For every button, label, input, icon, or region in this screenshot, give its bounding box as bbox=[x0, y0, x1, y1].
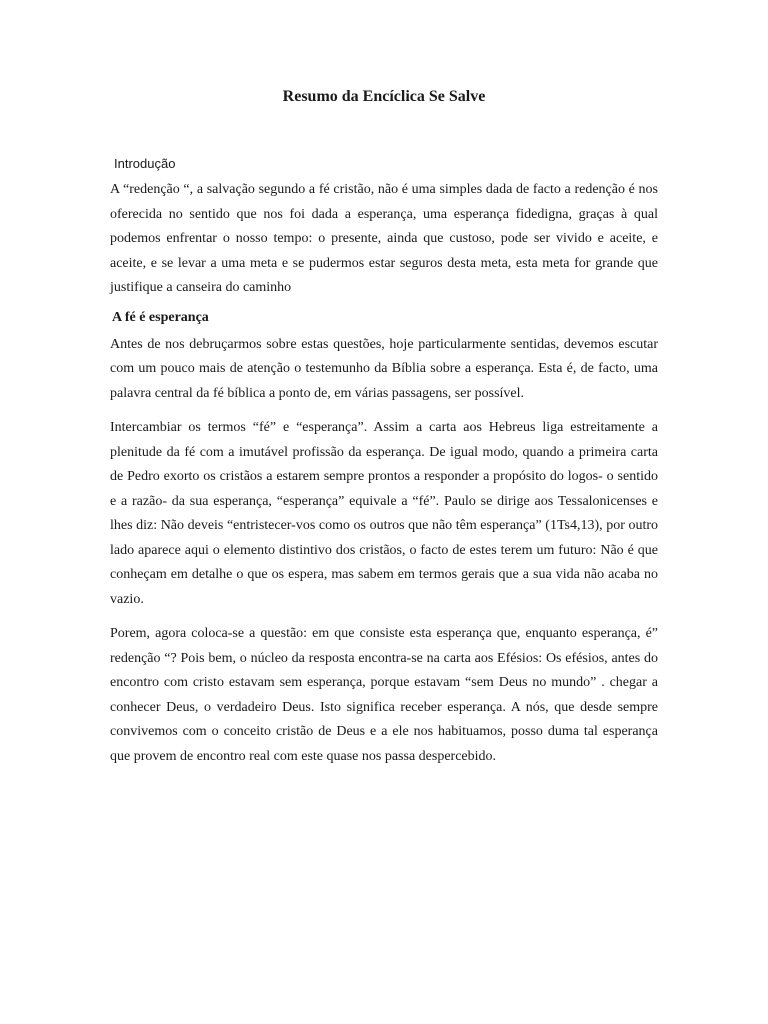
paragraph-3: Porem, agora coloca-se a questão: em que consiste esta esperança que, enquanto esperança, é” redenção “? Pois bem, o núcleo da resposta encontra-se na carta aos Efésios: Os efésios, antes do encontro com cristo estavam sem esperança, porque estavam “sem Deus no mundo” . chegar a conhecer Deus, o verdadeiro Deus. Isto significa receber esperança. A nós, que desde sempre convivemos com o conceito cristão de Deus e a ele nos habituamos, posso duma tal esperança que provem de encontro real com este quase nos passa despercebido. bbox=[110, 626, 658, 764]
document-title: Resumo da Encíclica Se Salve bbox=[282, 88, 486, 105]
paragraph-2: Intercambiar os termos “fé” e “esperança”. Assim a carta aos Hebreus liga estreitamente a plenitude da fé com a imutável profissão da esperança. De igual modo, quando a primeira carta de Pedro exorto os cristãos a estarem sempre prontos a responder a propósito do logos- o sentido e a razão- da sua esperança, “esperança” equivale a “fé”. Paulo se dirige aos Tessalonicenses e lhes diz: Não deveis “entristecer-vos como os outros que não têm esperança” (1Ts4,13), por outro lado aparece aqui o elemento distintivo dos cristãos, o facto de estes terem um futuro: Não é que conheçam em detalhe o que os espera, mas sabem em termos gerais que a sua vida não acaba no vazio. bbox=[110, 420, 658, 607]
section-heading: A fé é esperança bbox=[112, 309, 209, 325]
intro-paragraph: A “redenção “, a salvação segundo a fé cristão, não é uma simples dada de facto a redenção é nos oferecida no sentido que nos foi dada a esperança, uma esperança fidedigna, graças à qual podemos enfrentar o nosso tempo: o presente, ainda que custoso, pode ser vivido e aceite, e aceite, e se levar a uma meta e se pudermos estar seguros desta meta, esta meta for grande que justifique a canseira do caminho bbox=[110, 182, 658, 295]
paragraph-1: Antes de nos debruçarmos sobre estas questões, hoje particularmente sentidas, devemos escutar com um pouco mais de atenção o testemunho da Bíblia sobre a esperança. Esta é, de facto, uma palavra central da fé bíblica a ponto de, em várias passagens, ser possível. bbox=[110, 336, 658, 401]
intro-label: Introdução bbox=[114, 156, 176, 171]
document-page bbox=[110, 86, 658, 779]
